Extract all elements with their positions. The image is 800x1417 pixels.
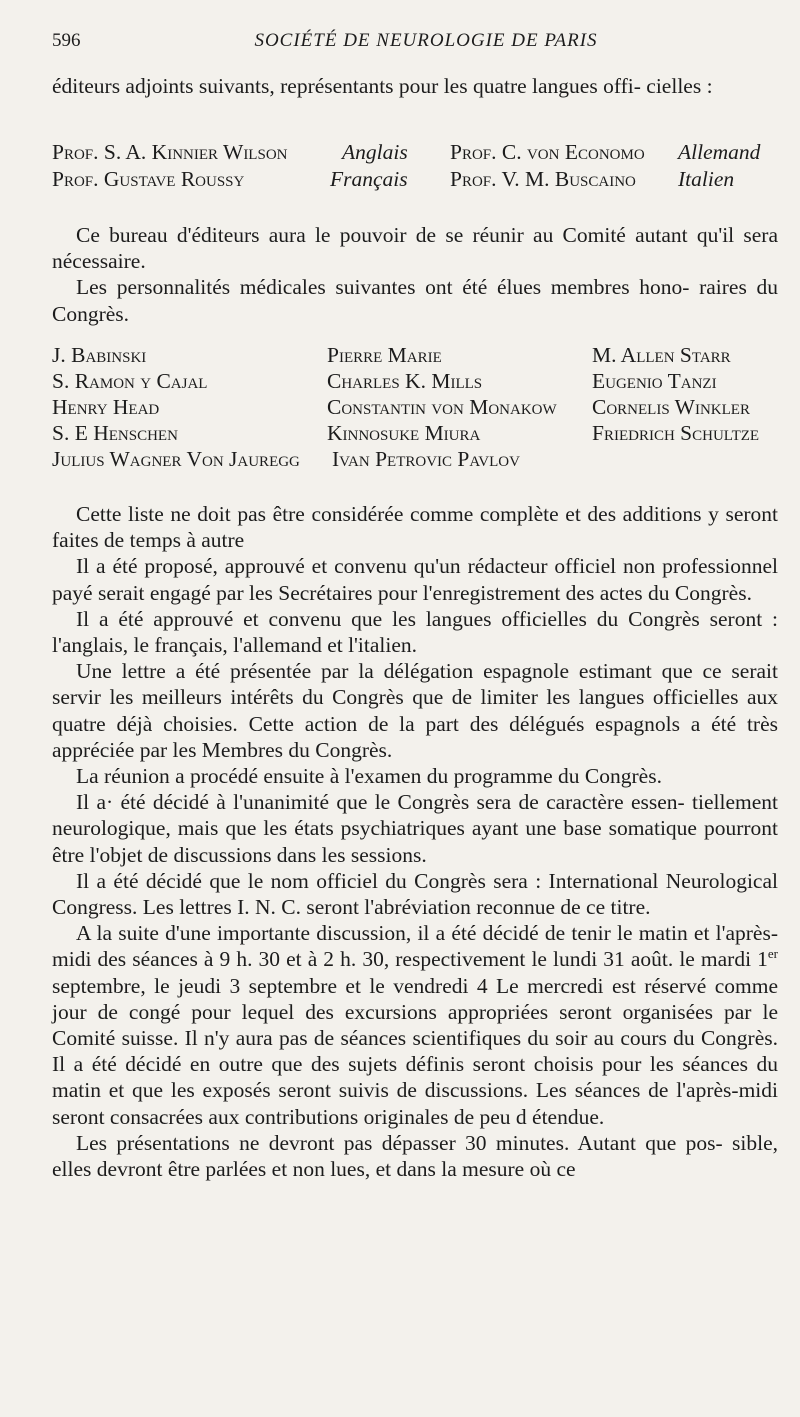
editor-language: Anglais [342, 140, 408, 164]
members-row-5 [52, 447, 788, 473]
editors-row-1 [52, 140, 788, 166]
intro-text [52, 73, 778, 99]
paragraph-bureau: Ce bureau d'éditeurs aura le pouvoir de se réunir au Comité autant qu'il sera nécessaire. [52, 223, 778, 274]
editor-language: Allemand [678, 140, 761, 164]
paragraph-honoraires: Les personnalités médicales suivantes ont été élues membres hono- raires du Congrès. [52, 275, 778, 326]
member-name: Eugenio Tanzi [592, 369, 717, 393]
bureau-block [52, 222, 778, 327]
superscript: er [767, 946, 778, 962]
members-row-1 [52, 343, 788, 369]
member-name: M. Allen Starr [592, 343, 731, 367]
paragraph: Cette liste ne doit pas être considérée comme complète et des additions y seront faites de temps à autre [52, 502, 778, 553]
members-row-4 [52, 421, 788, 447]
editor-language: Italien [678, 167, 735, 191]
member-name: Ivan Petrovic Pavlov [332, 447, 520, 471]
editor-name: Prof. C. von Economo [450, 140, 645, 164]
paragraph: Il a· été décidé à l'unanimité que le Congrès sera de caractère essen- tiellement neurologique, mais que les états psychiatriques ayant une base somatique pourront être l'objet de discussions dans les sessions. [52, 790, 778, 867]
seances-text-before: A la suite d'une importante discussion, il a été décidé de tenir le matin et l'après-midi des séances à 9 h. 30 et à 2 h. 30, respectivement le lundi 31 août. le mardi 1 [52, 921, 778, 972]
paragraph-seances [52, 920, 778, 1130]
intro-line: éditeurs adjoints suivants, représentants pour les quatre langues offi- cielles : [52, 74, 713, 98]
seances-text-after: septembre, le jeudi 3 septembre et le vendredi 4 Le mercredi est réservé comme jour de congé pour lequel des excursions appropriées seront organisées par le Comité suisse. Il n'y aura pas de séances scientifiques du soir au cours du Congrès. Il a été décidé en outre que des sujets définis seront choisis pour les séances du matin et que les exposés seront suivis de discussions. Les séances de l'après-midi seront consacrées aux contributions originales de peu d étendue. [52, 973, 778, 1129]
editor-name: Prof. V. M. Buscaino [450, 167, 636, 191]
paragraph: Il a été décidé que le nom officiel du Congrès sera : International Neurological Congress. Les lettres I. N. C. seront l'abréviation reconnue de ce titre. [52, 868, 778, 920]
member-name: Charles K. Mills [327, 369, 483, 393]
paragraph: Une lettre a été présentée par la délégation espagnole estimant que ce serait servir les meilleurs intérêts du Congrès que de limiter les langues officielles aux quatre déjà choisies. Cette action de la part des délégués espagnols a été très appréciée par les Membres du Congrès. [52, 659, 778, 762]
editors-row-2 [52, 167, 788, 193]
page-number: 596 [52, 30, 81, 51]
members-row-3 [52, 395, 788, 421]
member-name: Friedrich Schultze [592, 421, 760, 445]
member-name: Julius Wagner Von Jauregg [52, 447, 300, 471]
member-name: S. E Henschen [52, 421, 178, 445]
editor-language: Français [330, 167, 408, 191]
member-name: Cornelis Winkler [592, 395, 750, 419]
member-name: Kinnosuke Miura [327, 421, 481, 445]
paragraph-last: Les présentations ne devront pas dépasser 30 minutes. Autant que pos- sible, elles devront être parlées et non lues, et dans la mesure où ce [52, 1130, 778, 1182]
body-text [52, 501, 778, 1182]
paragraph: Il a été approuvé et convenu que les langues officielles du Congrès seront : l'anglais, le français, l'allemand et l'italien. [52, 606, 778, 658]
running-head: SOCIÉTÉ DE NEUROLOGIE DE PARIS [254, 30, 598, 51]
member-name: S. Ramon y Cajal [52, 369, 208, 393]
paragraph: La réunion a procédé ensuite à l'examen du programme du Congrès. [76, 764, 662, 789]
member-name: J. Babinski [52, 343, 147, 367]
member-name: Pierre Marie [327, 343, 442, 367]
paragraph: Il a été proposé, approuvé et convenu qu'un rédacteur officiel non professionnel payé serait engagé par les Secrétaires pour l'enregistrement des actes du Congrès. [52, 554, 778, 605]
editor-name: Prof. S. A. Kinnier Wilson [52, 140, 288, 164]
members-row-2 [52, 369, 788, 395]
member-name: Henry Head [52, 395, 160, 419]
editor-name: Prof. Gustave Roussy [52, 167, 245, 191]
page-header [52, 30, 760, 60]
member-name: Constantin von Monakow [327, 395, 557, 419]
